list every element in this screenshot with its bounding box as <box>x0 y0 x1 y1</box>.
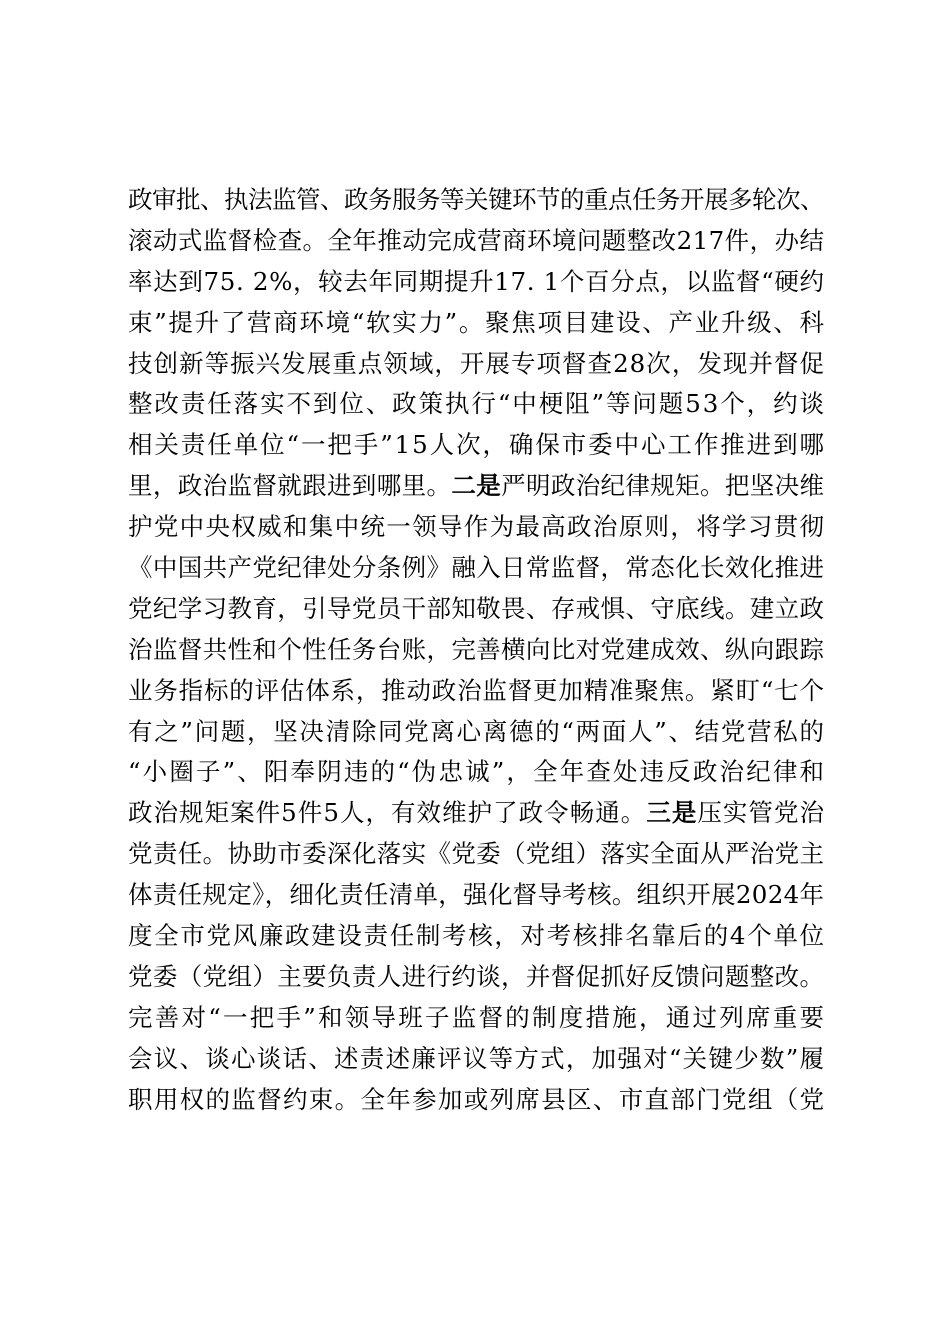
text-run: 完善对“一把手”和领导班子监督的制度措施，通过列席重要 <box>128 1002 827 1032</box>
text-run: 滚动式监督检查。全年推动完成营商环境问题整改217件，办结 <box>128 225 825 255</box>
text-run: 有之”问题，坚决清除同党离心离德的“两面人”、结党营私的 <box>128 716 826 746</box>
text-run: 政审批、执法监管、政务服务等关键环节的重点任务开展多轮次、 <box>128 185 824 214</box>
text-line <box>128 834 824 875</box>
text-line <box>128 466 824 507</box>
text-run: 护党中央权威和集中统一领导作为最高政治原则，将学习贯彻 <box>128 512 826 542</box>
text-line <box>128 344 824 385</box>
text-run: 会议、谈心谈话、述责述廉评议等方式，加强对“关键少数”履 <box>128 1043 826 1073</box>
text-run: 整改责任落实不到位、政策执行“中梗阻”等问题53个，约谈 <box>128 389 826 419</box>
text-line <box>128 589 824 630</box>
text-line <box>128 712 824 753</box>
text-run: 度全市党风廉政建设责任制考核，对考核排名靠后的4个单位 <box>128 921 826 951</box>
text-line <box>128 180 824 221</box>
text-run: 里，政治监督就跟进到哪里。 <box>128 471 452 501</box>
text-line <box>128 303 824 344</box>
text-run: 《中国共产党纪律处分条例》融入日常监督，常态化长效化推进 <box>128 553 825 583</box>
text-run: 束”提升了营商环境“软实力”。聚焦项目建设、产业升级、科 <box>128 307 826 337</box>
text-run: 技创新等振兴发展重点领域，开展专项督查28次，发现并督促 <box>128 348 826 378</box>
text-line <box>128 916 824 957</box>
text-line <box>128 262 824 303</box>
text-line <box>128 548 824 589</box>
text-run: 压实管党治 <box>697 798 826 828</box>
text-run: 政治规矩案件5件5人，有效维护了政令畅通。 <box>128 798 647 828</box>
body-paragraph <box>128 180 827 1120</box>
text-run: 业务指标的评估体系，推动政治监督更加精准聚焦。紧盯“七个 <box>128 675 825 705</box>
text-line <box>128 384 824 425</box>
text-line <box>128 425 824 466</box>
text-line <box>128 1039 824 1080</box>
text-line <box>128 507 824 548</box>
text-line <box>128 1080 824 1121</box>
text-run: 相关责任单位“一把手”15人次，确保市委中心工作推进到哪 <box>128 430 826 460</box>
text-run: 职用权的监督约束。全年参加或列席县区、市直部门党组（党 <box>128 1084 826 1114</box>
section-marker-third: 三是 <box>646 798 698 828</box>
text-run: 党委（党组）主要负责人进行约谈，并督促抓好反馈问题整改。 <box>128 961 825 991</box>
text-run: 党纪学习教育，引导党员干部知敬畏、存戒惧、守底线。建立政 <box>128 593 825 623</box>
text-run: 党责任。协助市委深化落实《党委（党组）落实全面从严治党主 <box>128 839 825 869</box>
text-line <box>128 671 824 712</box>
text-line <box>128 875 824 916</box>
text-line <box>128 221 824 262</box>
text-line <box>128 998 827 1039</box>
text-line <box>128 793 824 834</box>
text-line <box>128 957 824 998</box>
text-run: 体责任规定》，细化责任清单，强化督导考核。组织开展2024年 <box>128 880 825 910</box>
text-run: 严明政治纪律规矩。把坚决维 <box>501 471 825 501</box>
text-run: 率达到75. 2%，较去年同期提升17. 1个百分点，以监督“硬约 <box>128 266 825 296</box>
section-marker-second: 二是 <box>451 471 502 501</box>
text-run: “小圈子”、阳奉阴违的“伪忠诚”，全年查处违反政治纪律和 <box>128 757 827 787</box>
text-line <box>128 752 827 793</box>
text-run: 治监督共性和个性任务台账，完善横向比对党建成效、纵向跟踪 <box>128 634 825 664</box>
text-line <box>128 630 824 671</box>
